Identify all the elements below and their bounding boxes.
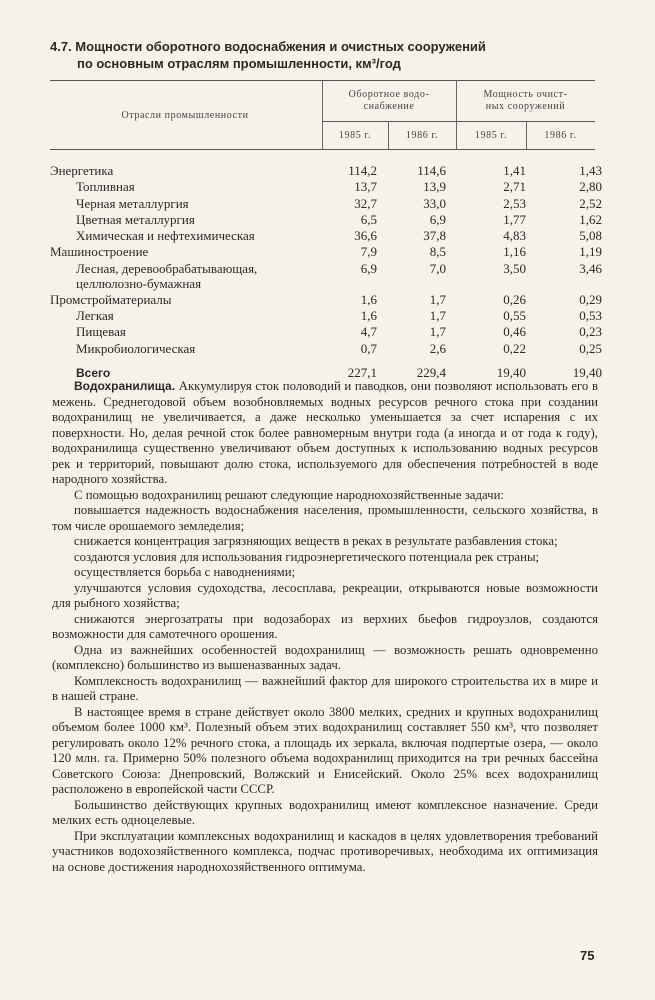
table-title xyxy=(50,38,620,72)
row-value: 0,46 xyxy=(503,324,526,340)
row-name: Химическая и нефтехимическая xyxy=(76,228,255,244)
row-value: 13,7 xyxy=(354,179,377,195)
header-group-circulating-line1: Оборотное водо- xyxy=(348,89,430,100)
task-item: снижается концентрация загрязняющих веществ в реках в результате разбавления стока; xyxy=(74,534,558,548)
header-group-treatment xyxy=(456,89,595,113)
body-text xyxy=(52,379,598,875)
row-value: 33,0 xyxy=(423,195,446,211)
header-bottom-rule xyxy=(50,149,595,150)
table-row xyxy=(50,228,602,244)
row-name: Черная металлургия xyxy=(76,195,189,211)
total-label: Всего xyxy=(76,365,111,380)
paragraph: При эксплуатации комплексных водохранилищ и каскадов в целях удовлетворения требований участников водохозяйственного комплекса, подчас противоречивых, необходима их оптимизация на основе достижения народнохозяйственного оптимума. xyxy=(52,828,598,874)
row-value: 7,0 xyxy=(429,260,446,276)
row-value: 2,53 xyxy=(503,195,526,211)
row-value: 32,7 xyxy=(354,195,377,211)
header-year-3: 1985 г. xyxy=(474,130,508,141)
row-value: 3,50 xyxy=(503,260,526,276)
table-title-line1: 4.7. Мощности оборотного водоснабжения и очистных сооружений xyxy=(50,39,486,54)
row-value: 36,6 xyxy=(354,228,377,244)
row-value: 7,9 xyxy=(360,244,377,260)
table-row xyxy=(50,324,602,340)
row-value: 1,41 xyxy=(503,163,526,178)
row-value: 1,77 xyxy=(503,211,526,227)
row-value: 0,23 xyxy=(579,324,602,340)
row-value: 0,53 xyxy=(579,308,602,324)
header-year-4: 1986 г. xyxy=(544,130,577,141)
row-value: 0,55 xyxy=(503,308,526,324)
header-group-treatment-line2: ных сооружений xyxy=(485,101,566,112)
row-value: 37,8 xyxy=(423,228,446,244)
row-name: Промстройматериалы xyxy=(50,291,172,307)
table-body xyxy=(50,163,602,381)
row-value: 0,25 xyxy=(579,340,602,356)
paragraph: Одна из важнейших особенностей водохранилищ — возможность решать одновременно (комплексно) большинство из вышеназванных задач. xyxy=(52,642,598,672)
row-name: Микробиологическая xyxy=(76,340,196,356)
total-value: 229,4 xyxy=(416,364,446,380)
row-value: 1,19 xyxy=(579,244,602,260)
row-value: 8,5 xyxy=(429,244,446,260)
table-title-line2: по основным отраслям промышленности, км³/год xyxy=(77,56,401,71)
task-item: создаются условия для использования гидроэнергетического потенциала рек страны; xyxy=(74,549,540,564)
table-row xyxy=(50,291,602,308)
total-value: 227,1 xyxy=(347,364,377,380)
paragraph: С помощью водохранилищ решают следующие народнохозяйственные задачи: xyxy=(74,487,504,502)
total-value: 19,40 xyxy=(496,364,526,380)
header-year-1: 1985 г. xyxy=(338,130,372,141)
paragraph-lead: Водохранилища. xyxy=(74,379,176,393)
paragraph-text: Аккумулируя сток половодий и паводков, они позволяют использовать его в межень. Среднегодовой объем возобновляемых водных ресурсов речного стока при создании водохранилищ не увеличивается, а даже несколько уменьшается за счет испарения с их поверхности. Но, делая речной сток более равномерным внутри года (а иногда и от года к году), водохранилища существенно увеличивают объем доступных к использованию водных ресурсов рек и территорий, повышают долю стока, используемого для обеспечения потребностей в воде народного хозяйства. xyxy=(52,379,598,486)
row-value: 1,7 xyxy=(429,291,446,307)
header-branch: Отрасли промышленности xyxy=(121,110,249,121)
table-row xyxy=(50,211,602,228)
row-value: 4,83 xyxy=(503,228,526,244)
row-value: 6,5 xyxy=(360,211,377,227)
row-value: 2,52 xyxy=(579,195,602,211)
header-year-2: 1986 г. xyxy=(405,130,439,141)
row-value: 4,7 xyxy=(360,324,377,340)
row-value: 1,6 xyxy=(360,308,377,324)
table-row xyxy=(50,244,602,260)
row-value: 1,43 xyxy=(579,163,602,178)
task-item: снижаются энергозатраты при водозаборах из верхних бьефов гидроузлов, создаются возможности для самотечного орошения. xyxy=(52,611,598,641)
row-name xyxy=(76,261,346,291)
row-value: 0,22 xyxy=(503,340,526,356)
task-item: повышается надежность водоснабжения населения, промышленности, сельского хозяйства, в том числе орошаемого земледелия; xyxy=(52,503,598,533)
row-value: 114,6 xyxy=(417,163,446,178)
paragraph: Комплексность водохранилищ — важнейший фактор для широкого строительства их в мире и в нашей стране. xyxy=(52,673,598,703)
row-name: Энергетика xyxy=(50,163,114,178)
row-value: 1,7 xyxy=(429,308,446,324)
row-name: Легкая xyxy=(76,308,114,324)
row-value: 6,9 xyxy=(429,211,446,227)
row-value: 2,6 xyxy=(429,340,446,356)
row-value: 1,16 xyxy=(503,244,526,260)
paragraph-reservoirs xyxy=(52,379,598,488)
row-name: Топливная xyxy=(76,179,135,195)
table-row xyxy=(50,260,602,292)
table-row xyxy=(50,340,602,357)
row-value: 6,9 xyxy=(360,260,377,276)
row-value: 1,62 xyxy=(579,211,602,227)
row-name-line1: Лесная, деревообрабатывающая, xyxy=(76,260,258,276)
task-item: осуществляется борьба с наводнениями; xyxy=(74,565,296,579)
table-row xyxy=(50,163,602,179)
row-value: 5,08 xyxy=(579,228,602,244)
row-value: 0,7 xyxy=(360,340,377,356)
header-group-circulating-line2: снабжение xyxy=(363,101,415,112)
task-item: улучшаются условия судоходства, лесосплава, рекреации, открываются новые возможности для рыбного хозяйства; xyxy=(52,580,598,610)
row-value: 2,80 xyxy=(579,179,602,195)
paragraph: Большинство действующих крупных водохранилищ имеют комплексное назначение. Среди мелких есть одноцелевые. xyxy=(52,797,598,827)
row-value: 114,2 xyxy=(348,163,377,178)
row-name-line2: целлюлозно-бумажная xyxy=(76,275,202,291)
table-row xyxy=(50,195,602,212)
row-name: Машиностроение xyxy=(50,244,149,260)
row-value: 1,7 xyxy=(429,324,446,340)
row-value: 0,29 xyxy=(579,291,602,307)
row-value: 13,9 xyxy=(423,179,446,195)
row-value: 2,71 xyxy=(503,179,526,195)
table-row xyxy=(50,308,602,324)
header-group-circulating xyxy=(322,89,456,113)
header-group-treatment-line1: Мощность очист- xyxy=(483,89,568,100)
table-row xyxy=(50,179,602,195)
page-number: 75 xyxy=(580,948,595,963)
header-group-rule xyxy=(322,121,595,122)
total-value: 19,40 xyxy=(572,364,602,380)
row-name: Пищевая xyxy=(76,324,126,340)
row-value: 1,6 xyxy=(360,291,377,307)
paragraph: В настоящее время в стране действует около 3800 мелких, средних и крупных водохранилищ объемом более 1000 км³. Полезный объем этих водохранилищ составляет 550 км³, что позволяет регулировать около 12% речного стока, а площадь их зеркала, включая подпертые озера, — около 120 млн. га. Примерно 50% полезного объема водохранилищ приходится на три речных бассейна Советского Союза: Днепровский, Волжский и Енисейский. Около 25% всех водохранилищ расположено в европейской части СССР. xyxy=(52,704,598,796)
row-value: 3,46 xyxy=(579,260,602,276)
row-value: 0,26 xyxy=(503,291,526,307)
row-name: Цветная металлургия xyxy=(76,211,195,227)
